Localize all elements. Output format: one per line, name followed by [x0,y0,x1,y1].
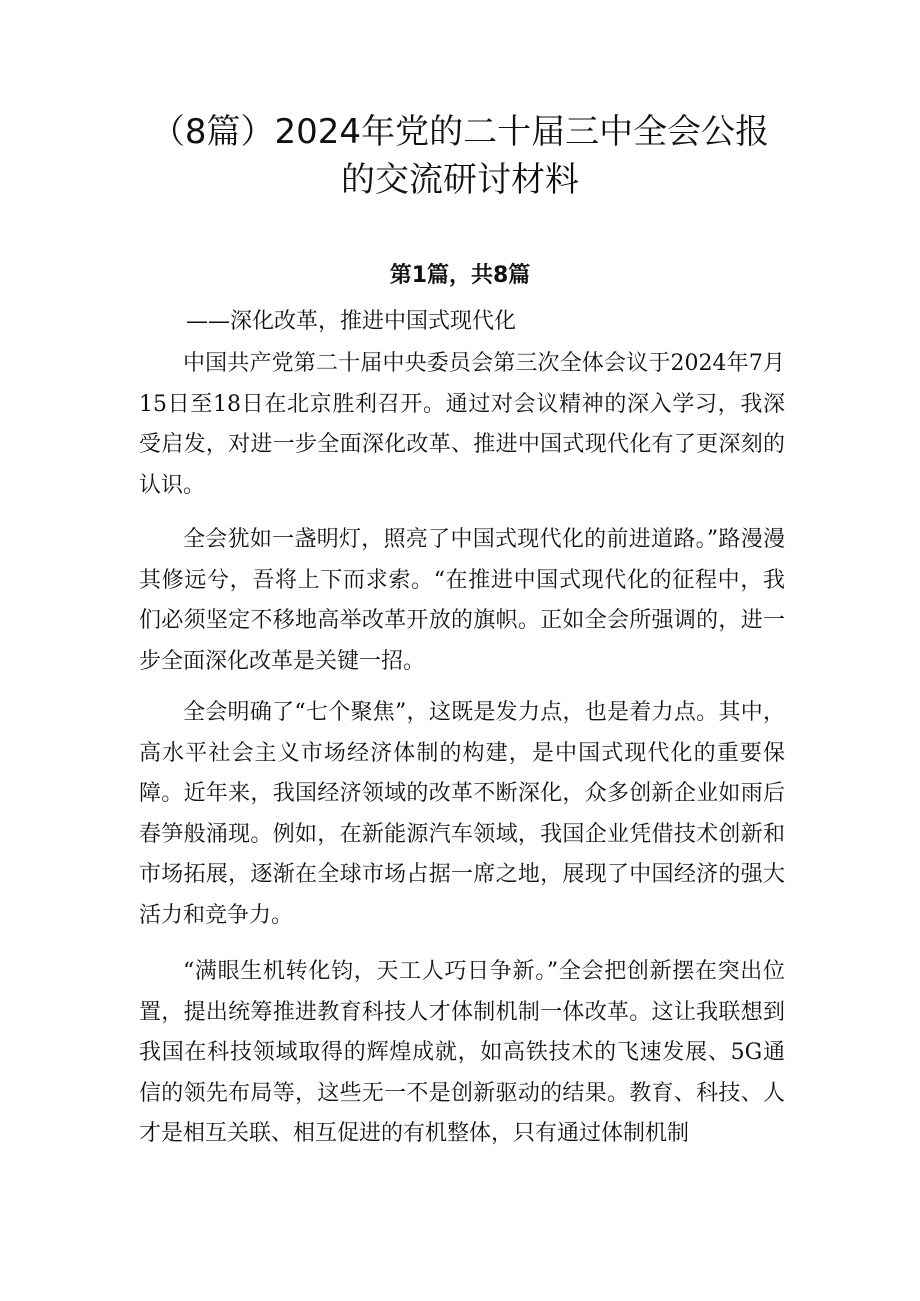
section-subtitle: ——深化改革，推进中国式现代化 [186,309,517,334]
document-title-line-1: （8篇）2024年党的二十届三中全会公报 [150,112,770,152]
body-paragraph-3: 全会明确了“七个聚焦”，这既是发力点，也是着力点。其中，高水平社会主义市场经济体制的构建，是中国式现代化的重要保障。近年来，我国经济领域的改革不断深化，众多创新企业如雨后春笋般涌现。例如，在新能源汽车领域，我国企业凭借技术创新和市场拓展，逐渐在全球市场占据一席之地，展现了中国经济的强大活力和竞争力。 [139,700,785,928]
document-title-line-2: 的交流研讨材料 [341,160,579,200]
body-paragraph-2: 全会犹如一盏明灯，照亮了中国式现代化的前进道路。”路漫漫其修远兮，吾将上下而求索。“在推进中国式现代化的征程中，我们必须坚定不移地高举改革开放的旗帜。正如全会所强调的，进一步全面深化改革是关键一招。 [139,527,785,674]
body-paragraph-1: 中国共产党第二十届中央委员会第三次全体会议于2024年7月15日至18日在北京胜利召开。通过对会议精神的深入学习，我深受启发，对进一步全面深化改革、推进中国式现代化有了更深刻的认识。 [139,351,785,498]
section-heading: 第1篇，共8篇 [389,263,531,288]
body-paragraph-4: “满眼生机转化钧，天工人巧日争新。”全会把创新摆在突出位置，提出统筹推进教育科技人才体制机制一体改革。这让我联想到我国在科技领域取得的辉煌成就，如高铁技术的飞速发展、5G通信的领先布局等，这些无一不是创新驱动的结果。教育、科技、人才是相互关联、相互促进的有机整体，只有通过体制机制 [139,959,785,1146]
